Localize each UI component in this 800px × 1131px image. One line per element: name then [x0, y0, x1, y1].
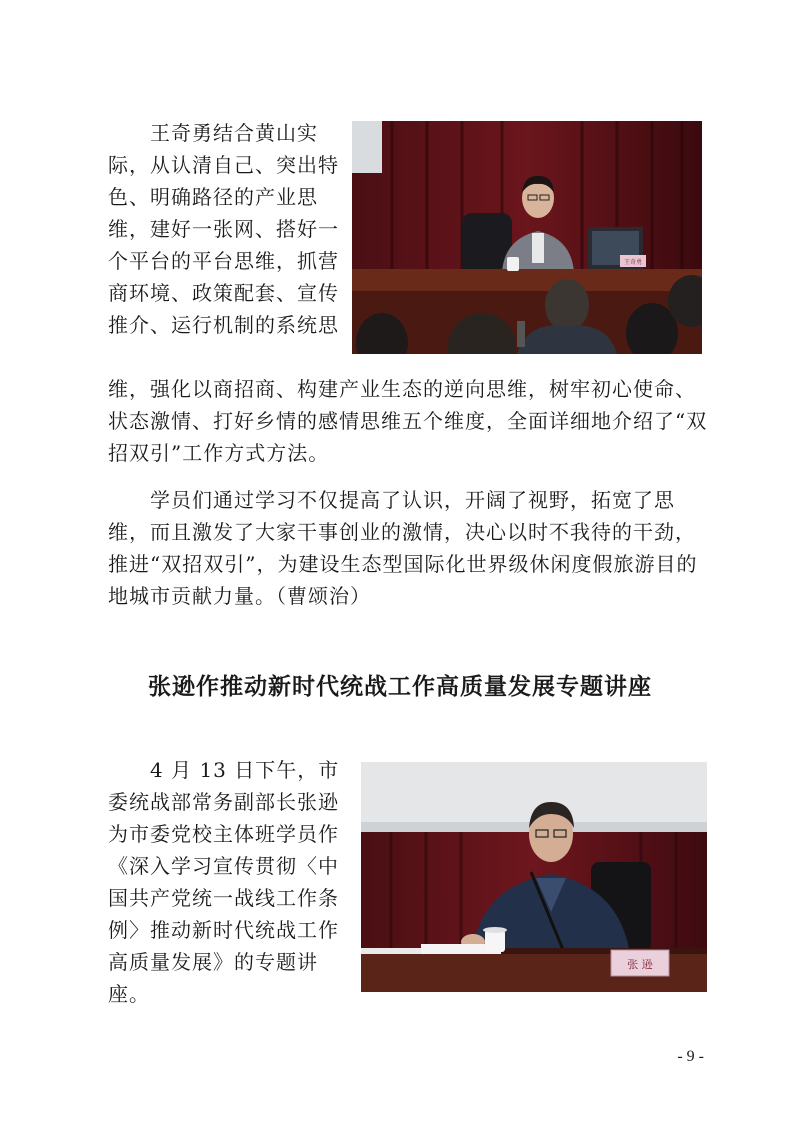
article1-paragraph1 [108, 117, 344, 341]
lecture-photo-zhang [361, 762, 707, 992]
article1-paragraph1-text: 王奇勇结合黄山实际，从认清自己、突出特色、明确路径的产业思维，建好一张网、搭好一个平台的平台思维，抓营商环境、政策配套、宣传推介、运行机制的系统思 [108, 121, 339, 337]
article2-paragraph1: 4 月 13 日下午，市委统战部常务副部长张逊为市委党校主体班学员作《深入学习宣传贯彻〈中国共产党统一战线工作条例〉推动新时代统战工作高质量发展》的专题讲座。 [108, 758, 340, 1006]
article1-paragraph2: 学员们通过学习不仅提高了认识，开阔了视野，拓宽了思维，而且激发了大家干事创业的激情，决心以时不我待的干劲，推进“双招双引”，为建设生态型国际化世界级休闲度假旅游目的地城市贡献力量。（曹颂治） [108, 488, 698, 608]
lecture-photo-wang-illustration [352, 121, 702, 354]
nameplate-zhang: 张 逊 [627, 958, 653, 971]
article1-paragraph1-continued: 维，强化以商招商、构建产业生态的逆向思维，树牢初心使命、状态激情、打好乡情的感情思维五个维度，全面详细地介绍了“双招双引”工作方式方法。 [108, 377, 708, 465]
lecture-photo-zhang-illustration [361, 762, 707, 992]
nameplate-wang: 王奇勇 [623, 259, 643, 266]
lecture-photo-wang [352, 121, 702, 354]
page-number: - 9 - [677, 1048, 704, 1065]
article2-heading: 张逊作推动新时代统战工作高质量发展专题讲座 [148, 674, 652, 700]
